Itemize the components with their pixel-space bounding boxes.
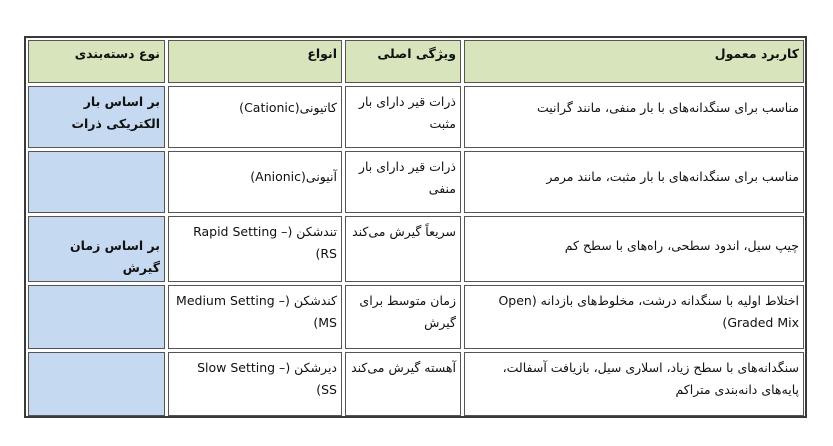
header-main-feature: ویژگی اصلی <box>345 40 461 83</box>
category-cell: بر اساس زمان گیرش <box>28 216 165 282</box>
use-cell: سنگدانه‌های با سطح زیاد، اسلاری سیل، بازیافت آسفالت، پایه‌های دانه‌بندی متراکم <box>464 352 804 416</box>
type-cell: آنیونی(Anionic) <box>168 151 342 213</box>
category-cell <box>28 151 165 213</box>
type-cell: تندشکن (Rapid Setting – RS) <box>168 216 342 282</box>
type-cell: کندشکن (Medium Setting – MS) <box>168 285 342 349</box>
type-cell: کاتیونی(Cationic) <box>168 86 342 148</box>
feature-cell: ذرات قیر دارای بار مثبت <box>345 86 461 148</box>
header-category-type: نوع دسته‌بندی <box>28 40 165 83</box>
type-cell: دیرشکن (Slow Setting – SS) <box>168 352 342 416</box>
header-common-use: کاربرد معمول <box>464 40 804 83</box>
emulsion-classification-table <box>24 36 807 418</box>
feature-cell: سریعاً گیرش می‌کند <box>345 216 461 282</box>
category-cell: بر اساس بار الکتریکی ذرات <box>28 86 165 148</box>
header-types: انواع <box>168 40 342 83</box>
feature-cell: آهسته گیرش می‌کند <box>345 352 461 416</box>
use-cell: اختلاط اولیه با سنگدانه درشت، مخلوط‌های بازدانه (Open Graded Mix) <box>464 285 804 349</box>
use-cell: مناسب برای سنگدانه‌های با بار مثبت، مانند مرمر <box>464 151 804 213</box>
category-cell <box>28 352 165 416</box>
feature-cell: زمان متوسط برای گیرش <box>345 285 461 349</box>
feature-cell: ذرات قیر دارای بار منفی <box>345 151 461 213</box>
category-cell <box>28 285 165 349</box>
use-cell: چیپ سیل، اندود سطحی، راه‌های با سطح کم <box>464 216 804 282</box>
use-cell: مناسب برای سنگدانه‌های با بار منفی، مانند گرانیت <box>464 86 804 148</box>
